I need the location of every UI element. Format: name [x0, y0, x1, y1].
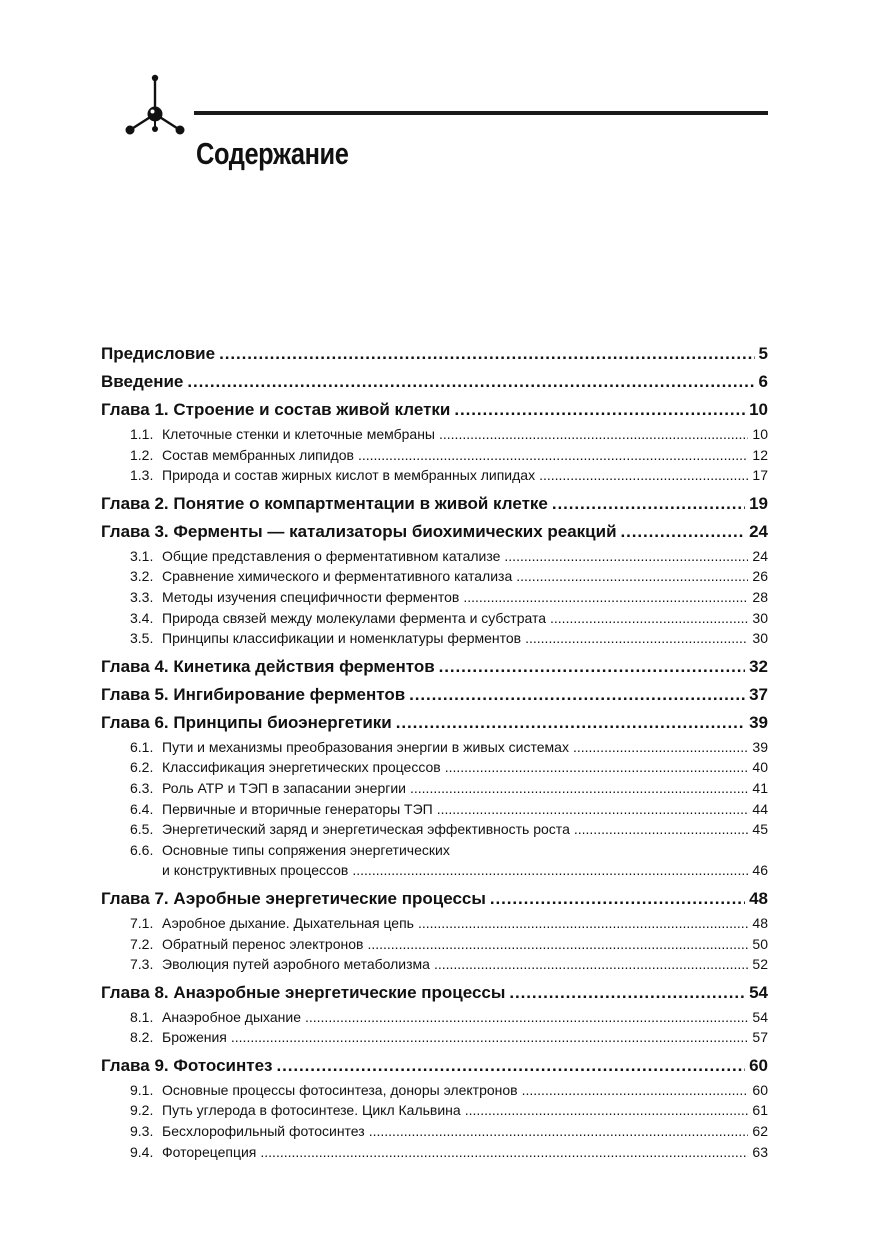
toc-entry-label: Глава 7. Аэробные энергетические процессы [101, 888, 486, 908]
toc-chapter-entry[interactable] [101, 979, 768, 1007]
toc-section-entry[interactable] [101, 737, 768, 758]
toc-chapter-entry[interactable] [101, 340, 768, 368]
toc-entry-label: Брожения [162, 1029, 227, 1046]
toc-section-number: 7.3. [130, 956, 154, 973]
toc-dot-leader [454, 396, 745, 424]
toc-section-entry[interactable] [101, 778, 768, 799]
toc-dot-leader [396, 709, 745, 737]
toc-page-number: 39 [752, 738, 768, 755]
toc-dot-leader [525, 628, 748, 649]
toc-entry-label: Обратный перенос электронов [162, 935, 364, 952]
toc-section-number: 1.1. [130, 426, 154, 442]
toc-section-number: 9.2. [130, 1102, 154, 1119]
toc-entry-label: Клеточные стенки и клеточные мембраны [162, 426, 435, 442]
toc-entry-label: Глава 3. Ферменты — катализаторы биохимических реакций [101, 521, 617, 541]
toc-entry-label: Первичные и вторичные генераторы ТЭП [162, 800, 433, 817]
toc-entry-label: Роль АТР и ТЭП в запасании энергии [162, 779, 406, 796]
toc-section-number: 1.3. [130, 467, 154, 484]
toc-section-entry[interactable] [101, 954, 768, 975]
toc-page-number: 5 [758, 344, 768, 363]
toc-dot-leader [522, 1080, 749, 1101]
toc-section-entry[interactable] [101, 1080, 768, 1101]
toc-entry-label: Природа и состав жирных кислот в мембранных липидах [162, 467, 536, 484]
toc-section-entry[interactable] [101, 628, 768, 649]
toc-section-number: 7.1. [130, 914, 154, 931]
toc-chapter-entry[interactable] [101, 1052, 768, 1080]
toc-dot-leader [231, 1027, 749, 1048]
toc-page-number: 12 [752, 446, 768, 463]
toc-entry-label: Анаэробное дыхание [162, 1008, 301, 1025]
toc-dot-leader [369, 1121, 749, 1142]
toc-page-number: 19 [749, 493, 768, 513]
toc-page-number: 10 [752, 426, 768, 442]
toc-dot-leader [539, 465, 748, 486]
toc-section-number: 3.3. [130, 588, 154, 605]
toc-entry-label: Глава 8. Анаэробные энергетические процессы [101, 982, 506, 1002]
toc-section-entry[interactable] [101, 587, 768, 608]
page-title: Содержание [196, 136, 349, 171]
toc-entry-label: Общие представления о ферментативном катализе [162, 547, 501, 564]
toc-entry-label: Классификация энергетических процессов [162, 759, 441, 776]
molecule-icon [122, 70, 188, 138]
toc-entry-label: Фоторецепция [162, 1143, 257, 1160]
toc-chapter-entry[interactable] [101, 396, 768, 424]
toc-section-number: 3.4. [130, 609, 154, 626]
toc-page-number: 32 [749, 656, 768, 676]
toc-page-number: 46 [752, 862, 768, 879]
toc-page-number: 60 [749, 1055, 768, 1075]
toc-section-number: 3.2. [130, 568, 154, 585]
toc-section-number: 6.3. [130, 779, 154, 796]
toc-page-number: 6 [758, 372, 768, 391]
toc-chapter-entry[interactable] [101, 368, 768, 396]
toc-chapter-entry[interactable] [101, 709, 768, 737]
toc-page-number: 10 [749, 400, 768, 419]
toc-chapter-entry[interactable] [101, 885, 768, 913]
toc-entry-label: Введение [101, 372, 184, 391]
toc-section-number: 3.5. [130, 630, 154, 647]
toc-section-entry[interactable] [101, 757, 768, 778]
toc-section-entry[interactable] [101, 566, 768, 587]
toc-page-number: 62 [752, 1123, 768, 1140]
toc-section-entry[interactable] [101, 819, 768, 840]
toc-page-number: 48 [749, 888, 768, 908]
toc-section-entry[interactable] [101, 860, 768, 881]
toc-dot-leader [434, 954, 748, 975]
toc-entry-label: Глава 4. Кинетика действия ферментов [101, 656, 435, 676]
toc-dot-leader [418, 913, 748, 934]
toc-section-number: 8.1. [130, 1008, 154, 1025]
toc-dot-leader [352, 860, 748, 881]
toc-entry-label: Глава 6. Принципы биоэнергетики [101, 712, 392, 732]
toc-dot-leader [445, 757, 749, 778]
toc-entry-label: Глава 9. Фотосинтез [101, 1055, 273, 1075]
toc-dot-leader [358, 445, 748, 466]
toc-entry-label: Глава 2. Понятие о компартментации в живой клетке [101, 493, 548, 513]
toc-dot-leader [516, 566, 748, 587]
toc-entry-label: Основные процессы фотосинтеза, доноры электронов [162, 1081, 518, 1098]
toc-section-number: 7.2. [130, 935, 154, 952]
toc-entry-label: Принципы классификации и номенклатуры ферментов [162, 630, 522, 647]
toc-entry-label: Глава 5. Ингибирование ферментов [101, 684, 406, 704]
toc-section-number: 6.2. [130, 759, 154, 776]
toc-page-number: 54 [752, 1008, 768, 1025]
toc-chapter-entry[interactable] [101, 518, 768, 546]
toc-entry-label: Предисловие [101, 344, 216, 363]
toc-section-entry[interactable] [101, 445, 768, 466]
toc-entry-label: Аэробное дыхание. Дыхательная цепь [162, 914, 414, 931]
toc-page-number: 24 [749, 521, 768, 541]
toc-section-number: 1.2. [130, 446, 154, 463]
toc-page-number: 45 [752, 821, 768, 838]
toc-dot-leader [509, 979, 745, 1007]
heading-rule [194, 111, 768, 115]
toc-dot-leader [305, 1007, 748, 1028]
toc-section-number: 9.4. [130, 1143, 154, 1160]
toc-section-number: 6.6. [130, 841, 154, 858]
toc-page-number: 48 [752, 914, 768, 931]
toc-section-number: 9.1. [130, 1081, 154, 1098]
toc-section-entry[interactable] [101, 608, 768, 629]
toc-dot-leader [621, 518, 746, 546]
toc-page-number: 57 [752, 1029, 768, 1046]
toc-entry-label: Методы изучения специфичности ферментов [162, 588, 460, 605]
toc-chapter-entry[interactable] [101, 681, 768, 709]
toc-section-entry[interactable] [101, 1100, 768, 1121]
toc-entry-label: Бесхлорофильный фотосинтез [162, 1123, 365, 1140]
toc-section-entry[interactable] [101, 424, 768, 445]
toc-dot-leader [277, 1052, 746, 1080]
toc-section-number: 6.5. [130, 821, 154, 838]
toc-page-number: 24 [752, 547, 768, 564]
toc-entry-label: Природа связей между молекулами фермента и субстрата [162, 609, 547, 626]
toc-page-number: 52 [752, 956, 768, 973]
toc-entry-label: и конструктивных процессов [162, 862, 349, 879]
toc-dot-leader [463, 587, 748, 608]
toc-dot-leader [260, 1142, 748, 1163]
toc-dot-leader [409, 681, 745, 709]
toc-entry-label: Энергетический заряд и энергетическая эффективность роста [162, 821, 570, 838]
toc-dot-leader [437, 799, 749, 820]
toc-section-entry[interactable] [101, 1142, 768, 1163]
toc-dot-leader [550, 608, 748, 629]
toc-page-number: 17 [752, 467, 768, 484]
toc-section-entry[interactable] [101, 1027, 768, 1048]
toc-page-number: 37 [749, 684, 768, 704]
toc-dot-leader [219, 340, 754, 368]
toc-dot-leader [490, 885, 745, 913]
toc-chapter-entry[interactable] [101, 490, 768, 518]
toc-dot-leader [465, 1100, 749, 1121]
toc-section-entry[interactable] [101, 465, 768, 486]
toc-dot-leader [367, 934, 748, 955]
toc-dot-leader [187, 368, 754, 396]
toc-page-number: 41 [752, 779, 768, 796]
toc-section-entry[interactable] [101, 799, 768, 820]
toc-page-number: 30 [752, 609, 768, 626]
toc-section-number: 3.1. [130, 547, 154, 564]
toc-entry-label: Основные типы сопряжения энергетических [162, 841, 450, 858]
toc-entry-label: Состав мембранных липидов [162, 446, 354, 463]
toc-page-number: 50 [752, 935, 768, 952]
toc-section-entry[interactable] [101, 546, 768, 567]
toc-section-number: 8.2. [130, 1029, 154, 1046]
toc-page-number: 61 [752, 1102, 768, 1119]
toc-page-number: 54 [749, 982, 768, 1002]
toc-section-entry[interactable] [101, 840, 768, 861]
toc-entry-label: Пути и механизмы преобразования энергии в живых системах [162, 738, 569, 755]
toc-entry-label: Глава 1. Строение и состав живой клетки [101, 400, 451, 419]
toc-dot-leader [439, 424, 748, 445]
table-of-contents [101, 340, 768, 1162]
toc-section-entry[interactable] [101, 934, 768, 955]
toc-section-entry[interactable] [101, 1121, 768, 1142]
toc-section-number: 9.3. [130, 1123, 154, 1140]
toc-page-number: 28 [752, 588, 768, 605]
toc-page-number: 60 [752, 1081, 768, 1098]
toc-page-number: 26 [752, 568, 768, 585]
toc-dot-leader [552, 490, 745, 518]
toc-page-number: 63 [752, 1143, 768, 1160]
toc-section-number: 6.4. [130, 800, 154, 817]
toc-page-number: 44 [752, 800, 768, 817]
toc-dot-leader [574, 819, 749, 840]
toc-entry-label: Эволюция путей аэробного метаболизма [162, 956, 430, 973]
toc-section-number: 6.1. [130, 738, 154, 755]
toc-page-number: 40 [752, 759, 768, 776]
toc-dot-leader [504, 546, 748, 567]
toc-page-number: 39 [749, 712, 768, 732]
toc-entry-label: Путь углерода в фотосинтезе. Цикл Кальвина [162, 1102, 461, 1119]
toc-page-number: 30 [752, 630, 768, 647]
toc-dot-leader [410, 778, 748, 799]
toc-section-entry[interactable] [101, 1007, 768, 1028]
toc-entry-label: Сравнение химического и ферментативного катализа [162, 568, 513, 585]
toc-dot-leader [439, 653, 745, 681]
toc-dot-leader [573, 737, 748, 758]
toc-chapter-entry[interactable] [101, 653, 768, 681]
toc-section-entry[interactable] [101, 913, 768, 934]
